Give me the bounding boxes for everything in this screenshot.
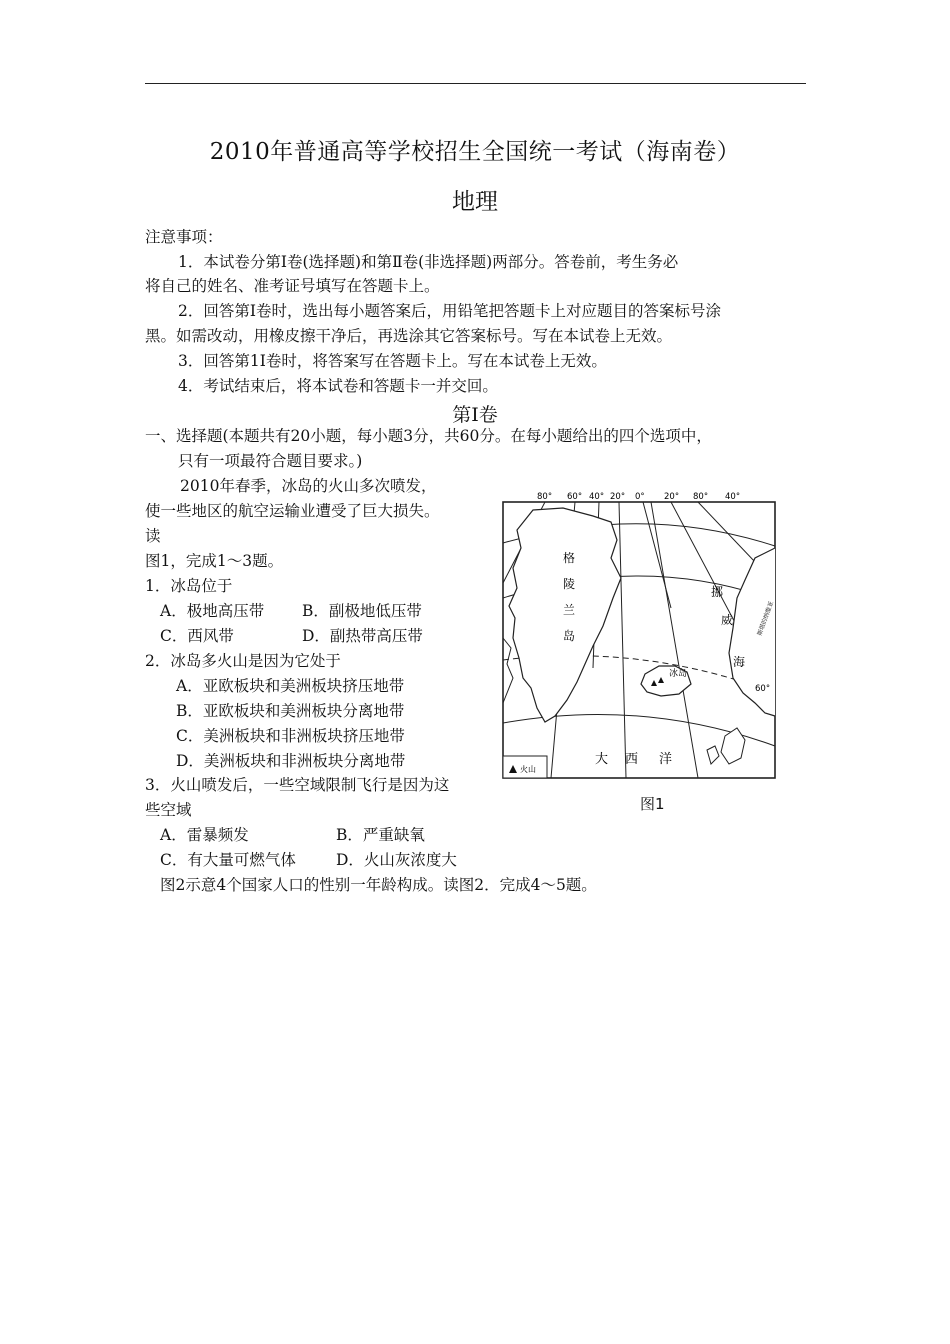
q1-option-d: D．副热带高压带 — [302, 627, 423, 645]
lon-label-80w: 80° — [537, 492, 553, 502]
exam-title: 2010年普通高等学校招生全国统一考试（海南卷） — [209, 139, 741, 165]
question-3-stem-cont: 些空域 — [145, 801, 192, 819]
greenland-char-2: 陵 — [563, 577, 576, 591]
q3-option-d: D．火山灰浓度大 — [336, 851, 457, 869]
notice-item-1-cont: 将自己的姓名、准考证号填写在答题卡上。 — [145, 277, 440, 295]
q3-option-c: C．有大量可燃气体 — [160, 851, 296, 869]
section-title: 第Ⅰ卷 — [452, 404, 498, 426]
norwegian-sea-char-3: 海 — [733, 655, 746, 669]
atlantic-char-2: 西 — [625, 752, 639, 767]
notice-item-1: 1．本试卷分第Ⅰ卷(选择题)和第Ⅱ卷(非选择题)两部分。答卷前，考生务必 — [178, 253, 679, 271]
lon-label-80e: 80° — [693, 492, 709, 502]
q1-option-c: C．西风带 — [160, 627, 234, 645]
notice-item-2-cont: 黑。如需改动，用橡皮擦干净后，再选涂其它答案标号。写在本试卷上无效。 — [145, 327, 673, 345]
lon-label-40e: 40° — [725, 492, 741, 502]
norwegian-sea-char-2: 威 — [721, 613, 734, 627]
notice-item-3: 3．回答第1Ⅰ卷时，将答案写在答题卡上。写在本试卷上无效。 — [178, 352, 607, 370]
question-3-stem: 3．火山喷发后，一些空域限制飞行是因为这 — [145, 776, 450, 794]
intro-line-1: 2010年春季，冰岛的火山多次喷发， — [180, 477, 437, 495]
q1-option-a: A．极地高压带 — [160, 602, 265, 620]
lon-label-20w: 20° — [610, 492, 626, 502]
british-isles-outline — [721, 728, 745, 764]
notice-heading: 注意事项： — [145, 228, 223, 246]
iceland-label: 冰岛 — [669, 669, 688, 679]
section-instructions: 一、选择题(本题共有20小题，每小题3分，共60分。在每小题给出的四个选项中， — [145, 427, 712, 445]
intro-line-4: 图1，完成1～3题。 — [145, 552, 284, 570]
q2-option-a: A．亚欧板块和美洲板块挤压地带 — [176, 677, 405, 695]
lon-label-40w: 40° — [589, 492, 605, 502]
figure-1-map — [493, 488, 783, 813]
q2-option-c: C．美洲板块和非洲板块挤压地带 — [176, 727, 405, 745]
atlantic-char-3: 洋 — [659, 752, 673, 767]
scandinavia-label: 斯堪的纳维亚 — [756, 600, 776, 637]
atlantic-char-1: 大 — [595, 752, 609, 767]
intro-line-2: 使一些地区的航空运输业遭受了巨大损失。 — [145, 502, 440, 520]
notice-item-2: 2．回答第Ⅰ卷时，选出每小题答案后，用铅笔把答题卡上对应题目的答案标号涂 — [178, 302, 721, 320]
next-question-intro: 图2示意4个国家人口的性别一年龄构成。读图2．完成4～5题。 — [160, 876, 597, 894]
greenland-char-3: 兰 — [563, 603, 576, 617]
intro-line-3: 读 — [145, 527, 161, 545]
q3-option-a: A．雷暴频发 — [160, 826, 249, 844]
coastline-west — [503, 638, 513, 703]
q1-option-b: B．副极地低压带 — [302, 602, 422, 620]
header-rule — [145, 83, 806, 84]
q2-option-d: D．美洲板块和非洲板块分离地带 — [176, 752, 406, 770]
greenland-char-4: 岛 — [563, 629, 576, 643]
lon-label-0: 0° — [635, 492, 645, 502]
section-instructions-cont: 只有一项最符合题目要求。) — [178, 452, 363, 470]
lat-label-60: 60° — [755, 684, 771, 694]
q3-option-b: B．严重缺氧 — [336, 826, 425, 844]
figure-1-caption: 图1 — [640, 795, 665, 813]
lon-label-20e: 20° — [664, 492, 680, 502]
subject-title: 地理 — [452, 189, 498, 215]
norwegian-sea-char-1: 挪 — [711, 585, 724, 599]
question-2-stem: 2．冰岛多火山是因为它处于 — [145, 652, 341, 670]
notice-item-4: 4．考试结束后，将本试卷和答题卡一并交回。 — [178, 377, 498, 395]
greenland-char-1: 格 — [563, 551, 576, 565]
q2-option-b: B．亚欧板块和美洲板块分离地带 — [176, 702, 405, 720]
lon-label-60w: 60° — [567, 492, 583, 502]
question-1-stem: 1．冰岛位于 — [145, 577, 233, 595]
legend-volcano-label: 火山 — [520, 765, 536, 774]
